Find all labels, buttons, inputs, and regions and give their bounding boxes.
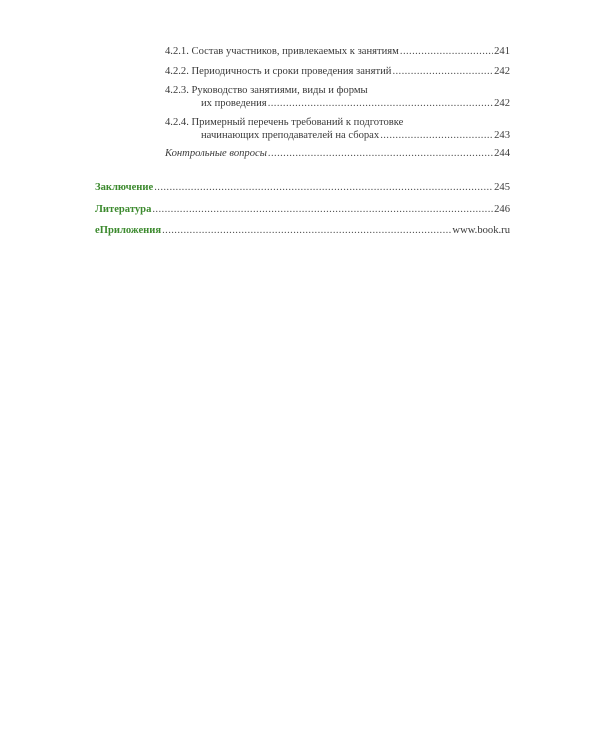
toc-entry-label-continuation: их проведения	[201, 98, 267, 110]
toc-section-heading: Заключение	[95, 182, 154, 193]
toc-leader-dots	[380, 129, 493, 142]
toc-leader-dots	[154, 181, 493, 194]
toc-page-number: 242	[494, 66, 510, 77]
toc-entry-label: 4.2.2. Периодичность и сроки проведения занятий	[165, 66, 392, 77]
toc-page-number: 245	[494, 182, 510, 193]
toc-entry-4-2-4[interactable]	[165, 116, 510, 143]
toc-entry-4-2-1[interactable]	[165, 45, 510, 58]
toc-entry-literature[interactable]	[95, 203, 510, 216]
toc-external-link[interactable]: www.book.ru	[452, 225, 510, 236]
toc-entry-4-2-2[interactable]	[165, 65, 510, 78]
toc-leader-dots	[152, 203, 493, 216]
toc-leader-dots	[268, 97, 493, 110]
toc-entry-eappendices[interactable]	[95, 224, 510, 237]
toc-section-heading: еПриложения	[95, 225, 162, 236]
toc-entry-conclusion[interactable]	[95, 181, 510, 194]
toc-page-number: 241	[494, 46, 510, 57]
toc-entry-label: Контрольные вопросы	[165, 148, 267, 159]
toc-page-number: 242	[494, 98, 510, 110]
toc-page-number: 246	[494, 204, 510, 215]
toc-entry-label: 4.2.1. Состав участников, привлекаемых к занятиям	[165, 46, 399, 57]
toc-entry-label-continuation: начинающих преподавателей на сборах	[201, 130, 380, 142]
toc-entry-label: 4.2.3. Руководство занятиями, виды и формы	[165, 85, 368, 96]
toc-leader-dots	[392, 65, 493, 78]
toc-page-number: 243	[494, 130, 510, 142]
toc-leader-dots	[400, 45, 493, 58]
toc-leader-dots	[162, 224, 451, 237]
toc-leader-dots	[268, 147, 493, 160]
toc-entry-label: 4.2.4. Примерный перечень требований к подготовке	[165, 117, 404, 128]
toc-page-number: 244	[494, 148, 510, 159]
toc-entry-4-2-3[interactable]	[165, 84, 510, 111]
toc-section-heading: Литература	[95, 204, 152, 215]
toc-entry-review-questions[interactable]	[165, 147, 510, 160]
